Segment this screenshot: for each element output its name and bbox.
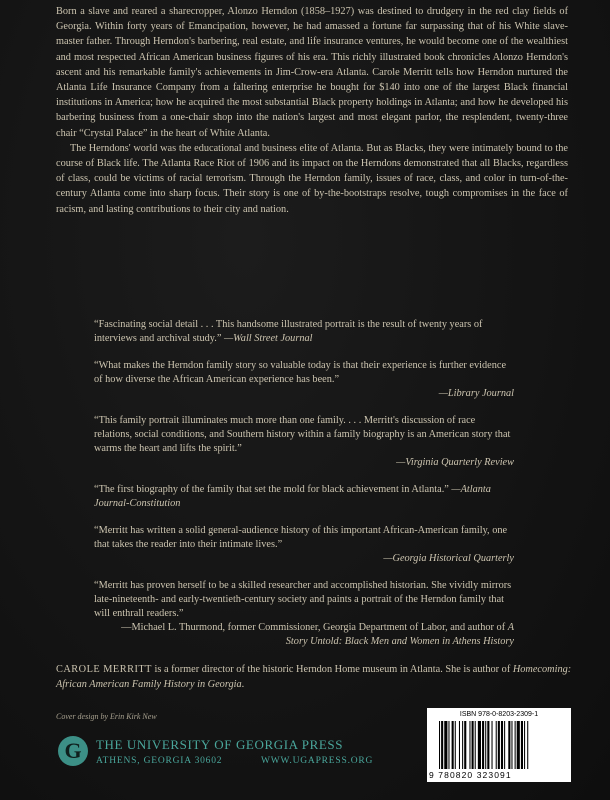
barcode-bar <box>475 721 476 769</box>
quote-text: “Merritt has written a solid general-audience history of this important African-American family, one that takes the reader into their intimate lives.” <box>94 525 508 550</box>
barcode-digits: 9 780820 323091 <box>429 770 512 780</box>
barcode-bars <box>439 721 567 769</box>
barcode-bar <box>462 721 463 769</box>
barcode-bar <box>517 721 520 769</box>
barcode-bar <box>504 721 505 769</box>
barcode-bar <box>478 721 481 769</box>
quote-source: —Wall Street Journal <box>224 333 313 344</box>
book-description <box>56 4 568 217</box>
barcode-bar <box>496 721 497 769</box>
barcode-bar <box>527 721 528 769</box>
publisher-website: WWW.UGAPRESS.ORG <box>261 756 374 766</box>
quote-6 <box>94 579 514 649</box>
author-name: CAROLE MERRITT <box>56 664 152 675</box>
quote-text: “The first biography of the family that set the mold for black achievement in Atlanta.” <box>94 484 449 495</box>
author-bio-text: is a former director of the historic Herndon Home museum in Atlanta. She is author of <box>151 664 513 675</box>
cover-design-credit: Cover design by Erin Kirk New <box>56 712 157 721</box>
author-bio <box>56 662 576 692</box>
barcode-bar <box>464 721 466 769</box>
barcode-bar <box>439 721 440 769</box>
barcode-bar <box>508 721 510 769</box>
quote-5 <box>94 524 514 566</box>
barcode-bar <box>444 721 447 769</box>
barcode-bar <box>459 721 460 769</box>
barcode-bar <box>492 721 493 769</box>
barcode-bar <box>469 721 470 769</box>
barcode-bar <box>441 721 443 769</box>
barcode-bar <box>455 721 456 769</box>
isbn-barcode <box>427 708 571 782</box>
quote-text: “This family portrait illuminates much more than one family. . . . Merritt's discussion of race relations, social conditions, and Southern history within a family biography is an American story that warms the heart and lifts the spirit.” <box>94 415 511 454</box>
quote-source-book: A Story Untold: Black Men and Women in Athens History <box>285 622 514 647</box>
barcode-bar <box>485 721 486 769</box>
quote-source <box>94 621 514 649</box>
press-logo-icon: G <box>58 736 88 766</box>
isbn-label: ISBN 978-0-8203-2309-1 <box>459 711 539 718</box>
barcode-bar <box>521 721 523 769</box>
barcode-bar <box>482 721 484 769</box>
barcode-bar <box>452 721 454 769</box>
quote-3 <box>94 414 514 470</box>
author-book-title: Homecoming: African American Family History in Georgia <box>56 664 572 690</box>
quote-text: “Merritt has proven herself to be a skilled researcher and accomplished historian. She vividly mirrors late-nineteenth- and early-twentieth-century society and paints a portrait of the Herndon family that will enthrall readers.” <box>94 580 512 619</box>
quote-1 <box>94 318 514 346</box>
publisher-location: ATHENS, GEORGIA 30602 <box>96 756 223 766</box>
quote-source: —Georgia Historical Quarterly <box>383 553 514 564</box>
barcode-bar <box>524 721 525 769</box>
quote-text: “What makes the Herndon family story so valuable today is that their experience is further evidence of how diverse the African American experience has been.” <box>94 360 507 385</box>
quote-source: —Library Journal <box>438 388 514 399</box>
quote-2 <box>94 359 514 401</box>
publisher-block <box>58 736 418 772</box>
quote-4 <box>94 483 514 511</box>
author-bio-end: . <box>241 679 245 690</box>
quote-source: —Atlanta Journal-Constitution <box>94 484 491 509</box>
barcode-bar <box>472 721 474 769</box>
barcode-bar <box>448 721 449 769</box>
description-paragraph-2: The Herndons' world was the educational and business elite of Atlanta. But as Blacks, they were intimately bound to the course of Black life. The Atlanta Race Riot of 1906 and its impact on the Herndons demonstrated that all Blacks, regardless of class, could be victims of racial terrorism. Through the Herndon family, issues of race, class, and color in turn-of-the-century Atlanta come into sharp focus. Their story is one of by-the-bootstraps resolve, tough compromises in the face of racism, and lasting contributions to their city and nation. <box>56 142 568 215</box>
barcode-bar <box>487 721 489 769</box>
quote-text: “Fascinating social detail . . . This handsome illustrated portrait is the result of twenty years of interviews and archival study.” <box>94 319 483 344</box>
review-quotes <box>94 318 514 662</box>
quote-source-name: —Michael L. Thurmond, former Commissioner, Georgia Department of Labor, and author of <box>121 622 508 633</box>
description-paragraph-1: Born a slave and reared a sharecropper, Alonzo Herndon (1858–1927) was destined to drudgery in the red clay fields of Georgia. Within forty years of Emancipation, however, he had amassed a fortune far surpassing that of his White slave-master father. Through Herndon's barbering, real estate, and life insurance ventures, he would become one of the wealthiest and most respected African American business figures of his era. This richly illustrated book chronicles Alonzo Herndon's ascent and his remarkable family's achievements in Jim-Crow-era Atlanta. Carole Merritt tells how Herndon nurtured the Atlanta Life Insurance Company from a faltering enterprise he bought for $140 into one of the largest Black financial institutions in America; how he acquired the most substantial Black property holdings in Atlanta; and how he developed his barbering business from a one-chair shop into the nation's largest and most elegant parlor, the resplendent, twenty-three chair “Crystal Palace” in the heart of White Atlanta. <box>56 6 568 139</box>
publisher-name: THE UNIVERSITY OF GEORGIA PRESS <box>96 737 344 752</box>
barcode-bar <box>501 721 503 769</box>
barcode-bar <box>515 721 516 769</box>
quote-source: —Virginia Quarterly Review <box>396 457 514 468</box>
barcode-bar <box>511 721 512 769</box>
barcode-bar <box>498 721 500 769</box>
